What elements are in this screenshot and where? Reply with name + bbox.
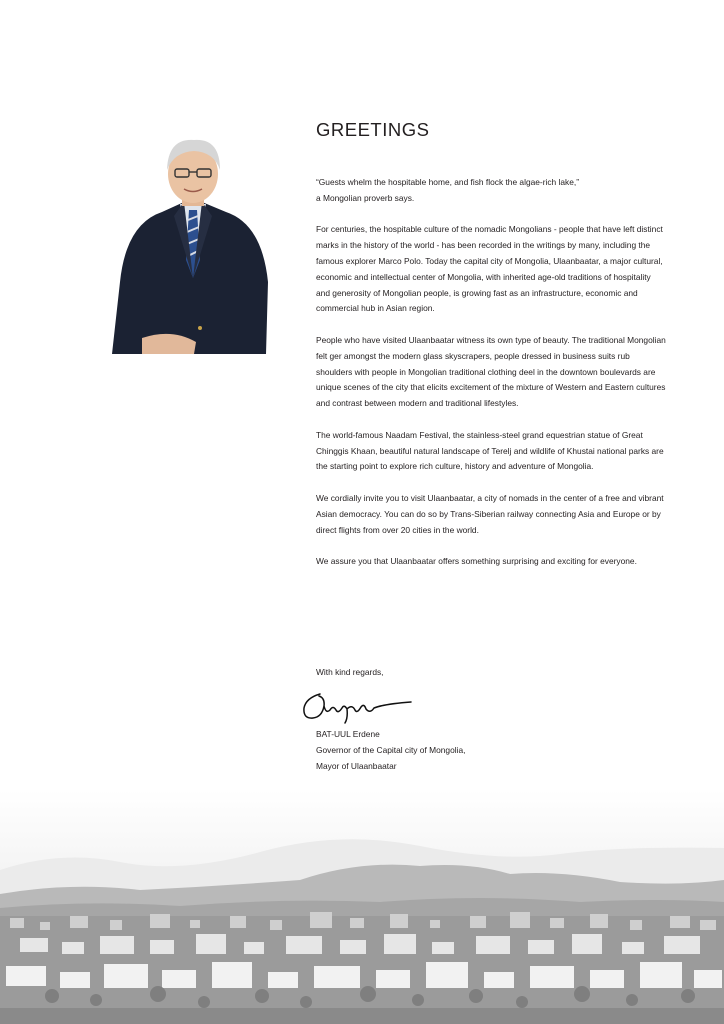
governor-portrait <box>112 132 274 354</box>
ulaanbaatar-cityscape <box>0 790 724 1024</box>
paragraph-attractions: The world-famous Naadam Festival, the stainless-steel grand equestrian statue of Great Chinggis Khaan, beautiful natural landscape of Terelj and wildlife of Khustai national parks are the starting point to explore rich culture, history and adventure of Mongolia. <box>316 429 664 472</box>
signatory-title: Governor of the Capital city of Mongolia, <box>316 744 466 755</box>
handwritten-signature <box>300 684 416 726</box>
letter-body <box>316 175 666 586</box>
paragraph-assurance: We assure you that Ulaanbaatar offers something surprising and exciting for everyone. <box>316 556 637 567</box>
paragraph-invitation: We cordially invite you to visit Ulaanbaatar, a city of nomads in the center of a free and vibrant Asian democracy. You can do so by Trans-Siberian railway connecting Asia and Europe or by direct flights from over 20 cities in the world. <box>316 492 664 535</box>
paragraph-proverb: “Guests whelm the hospitable home, and fish flock the algae-rich lake,” a Mongolian proverb says. <box>316 177 580 203</box>
signatory-name: BAT-UUL Erdene <box>316 729 380 739</box>
paragraph-beauty: People who have visited Ulaanbaatar witness its own type of beauty. The traditional Mongolian felt ger amongst the modern glass skyscrapers, people dressed in business suits rub shoulders with people in Mongolian traditional clothing deel in the downtown boulevards are unique scenes of the city that elicits excitement of the mixture of Western and Eastern cultures and contrast between modern and traditional lifestyles. <box>316 334 666 409</box>
signature-block <box>316 727 465 774</box>
signatory-title-2: Mayor of Ulaanbaatar <box>316 760 397 771</box>
page-heading: GREETINGS <box>316 119 430 140</box>
paragraph-history: For centuries, the hospitable culture of the nomadic Mongolians - people that have left distinct marks in the history of the world - has been recorded in the writings by many, including the famous explorer Marco Polo. Today the capital city of Mongolia, Ulaanbaatar, a major cultural, economic and intellectual center of Mongolia, with inherited age-old traditions of hospitality and generosity of Mongolian people, is growing fast as an infrastructure, economic and commercial hub in Asian region. <box>316 224 663 314</box>
closing-line: With kind regards, <box>316 667 384 677</box>
